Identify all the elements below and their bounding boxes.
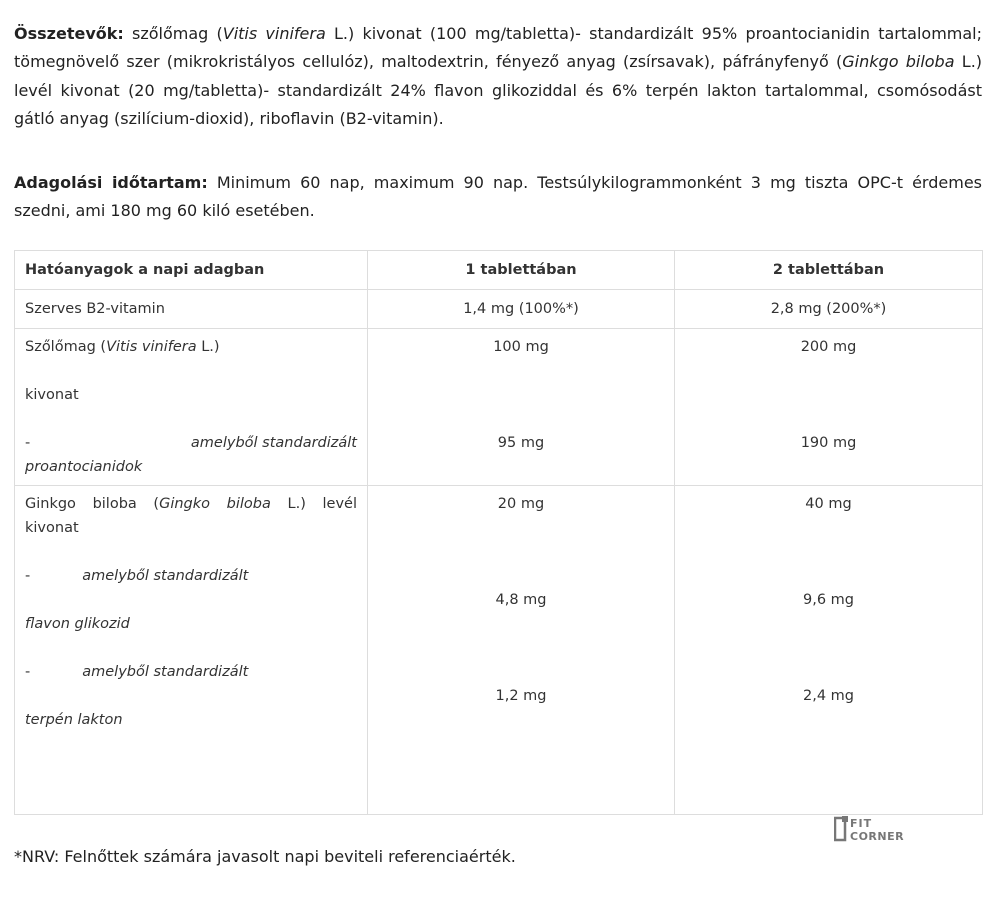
header-1-tablet: 1 tablettában: [368, 251, 675, 290]
ginkgo-latin-name: Gingko biloba: [159, 496, 271, 512]
ingredients-text: L.) levél kivonat (20 mg/tabletta)- standardizált 24% flavon glikoziddal és 6% terpén lakton tartalommal, csomósodást gátló anyag (szilícium-dioxid), riboflavin (B2-vitamin).: [14, 52, 983, 128]
grape-sub-label: amelyből standardizált: [190, 435, 357, 451]
ingredients-text: szőlőmag (: [123, 24, 223, 43]
fit-corner-logo: [834, 815, 946, 843]
active-ingredients-table: [14, 250, 983, 815]
ginkgo-name-text: L.) levél: [270, 496, 357, 512]
row-grape-value-1: [368, 329, 675, 486]
grape-value: 200 mg: [800, 339, 857, 355]
ingredients-latin-name: Ginkgo biloba: [842, 52, 955, 72]
ginkgo-sub-label: terpén lakton: [25, 712, 123, 728]
row-grape-value-2: [675, 329, 983, 486]
ingredients-label: Összetevők:: [14, 24, 124, 43]
logo-text-fit: FIT: [850, 817, 873, 830]
header-ingredients: Hatóanyagok a napi adagban: [15, 251, 368, 290]
ginkgo-sub-label: amelyből standardizált: [82, 568, 249, 584]
dash: -: [25, 435, 31, 451]
grape-latin-name: Vitis vinifera: [106, 339, 197, 355]
duration-label: Adagolási időtartam:: [14, 173, 208, 192]
grape-sub-label: proantocianidok: [25, 459, 143, 475]
ginkgo-sub-value: 4,8 mg: [495, 592, 547, 608]
grape-sub-value: 190 mg: [800, 435, 857, 451]
row-grape-name: [15, 329, 368, 486]
table-header-row: [15, 251, 983, 290]
duration-text: Minimum 60 nap, maximum 90 nap. Testsúlykilogrammonként 3 mg tiszta OPC-t érdemes szedni, ami 180 mg 60 kiló esetében.: [14, 173, 982, 221]
row-b2-value-1: 1,4 mg (100%*): [368, 290, 675, 329]
ginkgo-sub-value: 1,2 mg: [495, 688, 547, 704]
ginkgo-value: 20 mg: [497, 496, 545, 512]
ginkgo-sub-value: 9,6 mg: [803, 592, 854, 608]
logo-mark: [842, 816, 848, 822]
dash: -: [25, 664, 31, 680]
row-b2-name: Szerves B2-vitamin: [15, 290, 368, 329]
grape-extract-label: kivonat: [25, 387, 79, 403]
row-ginkgo-name: [15, 486, 368, 815]
duration-paragraph: [14, 169, 982, 226]
ingredients-text: L.) kivonat (100 mg/tabletta)- standardizált 95% proantocianidin tartalommal; tömegnövelő szer (mikrokristályos cellulóz), maltodextrin, fényező anyag (zsírsavak), páfrányfenyő (: [14, 24, 983, 72]
ginkgo-sub-label: flavon glikozid: [25, 616, 130, 632]
ingredients-paragraph: [14, 20, 982, 133]
grape-sub-value: 95 mg: [497, 435, 545, 451]
row-ginkgo-value-2: [675, 486, 983, 815]
ginkgo-name-text: Ginkgo biloba (: [25, 496, 160, 512]
ginkgo-extract-label: kivonat: [25, 520, 79, 536]
header-2-tablets: 2 tablettában: [675, 251, 983, 290]
row-ginkgo-value-1: [368, 486, 675, 815]
ginkgo-sub-label: amelyből standardizált: [82, 664, 249, 680]
grape-name-text: L.): [196, 339, 220, 355]
dash: -: [25, 568, 31, 584]
table-row: [15, 329, 983, 486]
grape-value: 100 mg: [493, 339, 549, 355]
ingredients-latin-name: Vitis vinifera: [222, 24, 326, 43]
logo-text-corner: CORNER: [850, 830, 905, 843]
ginkgo-value: 40 mg: [805, 496, 852, 512]
grape-name-text: Szőlőmag (: [25, 339, 107, 355]
table-row: [15, 486, 983, 815]
row-b2-value-2: 2,8 mg (200%*): [675, 290, 983, 329]
table-row: [15, 290, 983, 329]
ginkgo-sub-value: 2,4 mg: [803, 688, 854, 704]
footnote: *NRV: Felnőttek számára javasolt napi beviteli referenciaérték.: [14, 847, 516, 866]
